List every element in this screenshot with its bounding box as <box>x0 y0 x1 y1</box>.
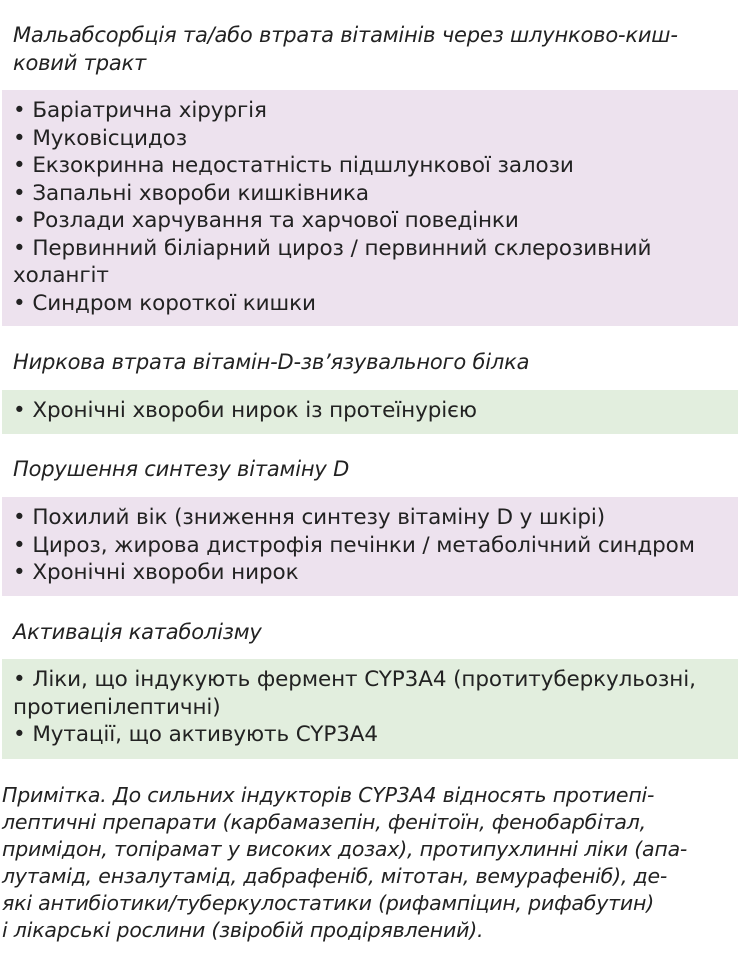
list-item: • Первинний біліарний цироз / первинний склерозивний <box>13 235 652 261</box>
list-item: • Ліки, що індукують фермент CYP3A4 (протитуберкульозні, <box>13 667 696 692</box>
list-item: • Хронічні хвороби нирок <box>13 560 299 585</box>
list-item: • Похилий вік (зниження синтезу вітаміну D у шкірі) <box>13 505 606 530</box>
list-item: • Цироз, жирова дистрофія печінки / метаболічний синдром <box>13 532 695 558</box>
list-item-continuation: протиепілептичні) <box>13 694 221 720</box>
heading-line: ковий тракт <box>13 51 147 75</box>
section-box-catabolism <box>2 659 738 759</box>
list-item: • Синдром короткої кишки <box>13 290 316 316</box>
footnote-line: примідон, топірамат у високих дозах), протипухлинні ліки (апа- <box>2 837 688 861</box>
section-heading-malabsorption <box>13 21 733 77</box>
section-box-synthesis <box>2 497 738 596</box>
list-item: • Муковісцидоз <box>13 125 188 151</box>
heading-line: Ниркова втрата вітамін-D-зв’язувального білка <box>13 350 530 374</box>
section-box-renal-loss <box>2 390 738 434</box>
list-item: • Екзокринна недостатність підшлункової залози <box>13 153 574 178</box>
footnote-line: лептичні препарати (карбамазепін, фенітоїн, фенобарбітал, <box>2 810 646 834</box>
heading-line: Мальабсорбція та/або втрата вітамінів через шлунково-киш- <box>13 23 678 47</box>
list-item: • Мутації, що активують CYP3A4 <box>13 722 378 747</box>
footnote-line: Примітка. До сильних індукторів CYP3A4 відносять протиепі- <box>2 783 655 807</box>
list-item: • Розлади харчування та харчової поведінки <box>13 208 519 233</box>
footnote-line: лутамід, ензалутамід, дабрафеніб, мітотан, вемурафеніб), де- <box>2 864 668 888</box>
list-item: • Запальні хвороби кишківника <box>13 180 369 206</box>
footnote <box>2 782 738 944</box>
section-box-malabsorption <box>2 90 738 326</box>
footnote-line: і лікарські рослини (звіробій продірявлений). <box>2 918 484 942</box>
footnote-line: які антибіотики/туберкулостатики (рифампіцин, рифабутин) <box>2 891 655 915</box>
section-heading-renal-loss <box>13 348 733 376</box>
heading-line: Порушення синтезу вітаміну D <box>13 457 350 481</box>
list-item: • Баріатрична хірургія <box>13 98 267 123</box>
section-heading-catabolism <box>13 618 733 646</box>
list-item-continuation: холангіт <box>13 263 109 288</box>
heading-line: Активація катаболізму <box>13 620 262 644</box>
list-item: • Хронічні хвороби нирок із протеїнурією <box>13 398 477 423</box>
section-heading-synthesis <box>13 455 733 483</box>
